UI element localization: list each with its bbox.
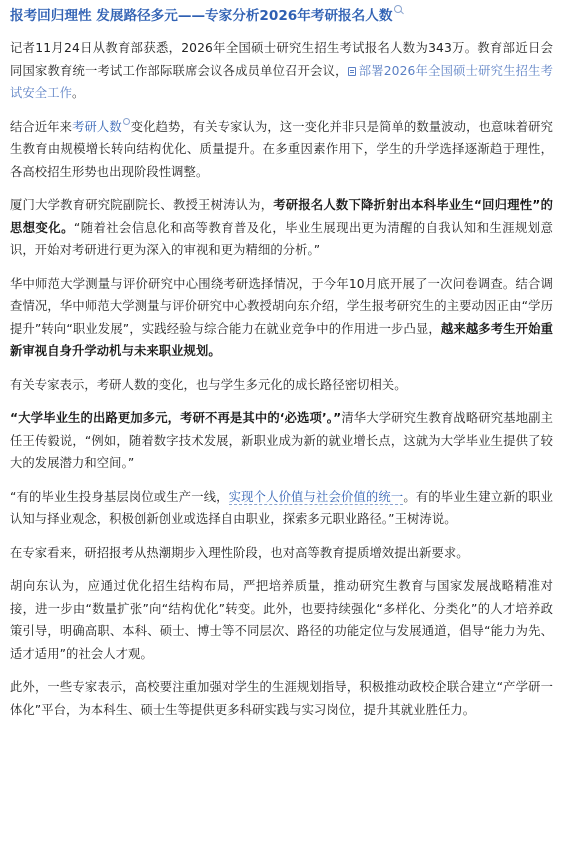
paragraph-3-quote: “随着社会信息化和高等教育普及化，毕业生展现出更为清醒的自我认知和生涯规划意识，开始对考研进行更为深入的审视和更为精细的分析。” (10, 220, 553, 257)
paragraph-7-lead: “有的毕业生投身基层岗位或生产一线， (10, 489, 229, 504)
paragraph-1-end: 。 (72, 86, 85, 100)
article-title-text: 报考回归理性 发展路径多元——专家分析2026年考研报名人数 (10, 8, 393, 24)
paragraph-4-text: 华中师范大学测量与评价研究中心围绕考研选择情况，于今年10月底开展了一次问卷调查。结合调查情况，华中师范大学测量与评价研究中心教授胡向东介绍，学生报考研究生的主要动因正由“学历提升”转向“职业发展”，实践经验与综合能力在就业竞争中的作用进一步凸显， (10, 276, 553, 336)
paragraph-1 (10, 37, 553, 105)
paragraph-6 (10, 407, 553, 475)
article-title (10, 3, 553, 29)
paragraph-10: 此外，一些专家表示，高校要注重加强对学生的生涯规划指导，积极推动政校企联合建立“产学研一体化”平台，为本科生、硕士生等提供更多科研实践与实习岗位，提升其就业胜任力。 (10, 680, 553, 717)
search-icon (123, 118, 130, 125)
underlined-keyword[interactable]: 实现个人价值与社会价值的统一 (228, 489, 404, 504)
paragraph-7 (10, 486, 553, 531)
paragraph-2 (10, 116, 553, 184)
paragraph-3-lead: 厦门大学教育研究院副院长、教授王树涛认为， (10, 198, 274, 212)
paragraph-2-lead: 结合近年来 (10, 119, 73, 134)
paragraph-6-bold: “大学毕业生的出路更加多元，考研不再是其中的‘必选项’。” (10, 411, 342, 425)
paragraph-8: 在专家看来，研招报考从热潮期步入理性阶段，也对高等教育提质增效提出新要求。 (10, 545, 469, 560)
keyword-link-text: 考研人数 (72, 119, 122, 134)
search-icon[interactable] (394, 5, 402, 13)
paragraph-9: 胡向东认为，应通过优化招生结构布局，严把培养质量，推动研究生教育与国家发展战略精准对接，进一步由“数量扩张”向“结构优化”转变。此外，也要持续强化“多样化、分类化”的人才培养政策引导，明确高职、本科、硕士、博士等不同层次、路径的功能定位与发展通道，倡导“能力为先、适才适用”的社会人才观。 (10, 579, 553, 661)
paragraph-4 (10, 273, 553, 363)
document-link-icon (348, 67, 356, 76)
paragraph-2-text: 变化趋势，有关专家认为，这一变化并非只是简单的数量波动，也意味着研究生教育由规模增长转向结构优化、质量提升。在多重因素作用下，学生的升学选择逐渐趋于理性，各高校招生形势也出现阶段性调整。 (10, 119, 553, 179)
paragraph-4-bold: 越来越多考生开始重新审视自身升学动机与未来职业规划。 (10, 321, 553, 358)
paragraph-5: 有关专家表示，考研人数的变化，也与学生多元化的成长路径密切相关。 (10, 377, 407, 392)
paragraph-6-text: 清华大学研究生教育战略研究基地副主任王传毅说，“例如，随着数字技术发展，新职业成为新的就业增长点，这就为大学毕业生提供了较大的发展潜力和空间。” (10, 411, 553, 470)
paragraph-7-text: 。有的毕业生建立新的职业认知与择业观念，积极创新创业或选择自由职业，探索多元职业路径。”王树涛说。 (10, 489, 554, 526)
paragraph-3 (10, 194, 553, 262)
paragraph-1-text: 记者11月24日从教育部获悉，2026年全国硕士研究生招生考试报名人数为343万。教育部近日会同国家教育统一考试工作部际联席会议各成员单位召开会议， (10, 41, 553, 78)
paragraph-3-bold: 考研报名人数下降折射出本科毕业生“回归理性”的思想变化。 (10, 198, 553, 235)
related-article-link-text: 部署2026年全国硕士研究生招生考试安全工作 (10, 63, 554, 100)
keyword-link[interactable] (72, 120, 131, 134)
